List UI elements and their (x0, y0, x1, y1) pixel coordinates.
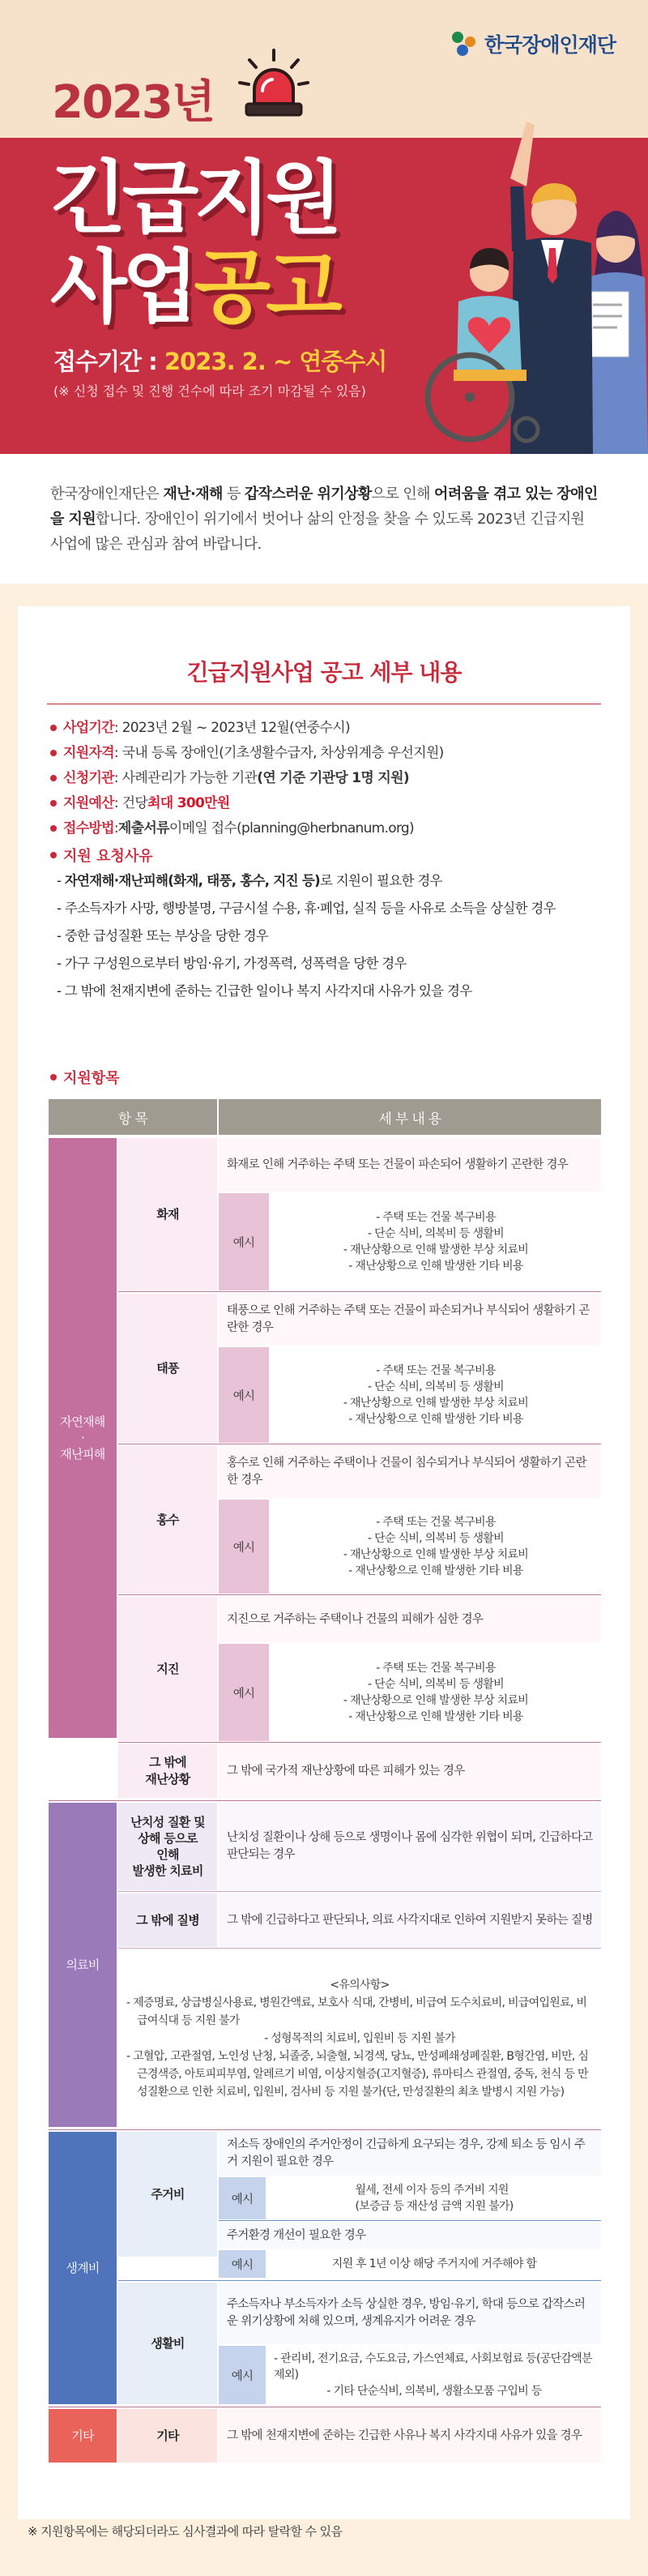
living-desc: 주소득자나 부소득자가 소득 상실한 경우, 방임·유기, 학대 등으로 갑작스러운 위기상황에 처해 있으며, 생계유지가 어려운 경우 (219, 2283, 601, 2344)
other-desc: 그 밖에 천재지변에 준하는 긴급한 사유나 복지 사각지대 사유가 있을 경우 (219, 2409, 601, 2463)
org-name: 한국장애인재단 (484, 33, 616, 57)
subitem-housing: 주거비 (118, 2132, 217, 2257)
items-heading: 지원항목 (50, 1067, 120, 1088)
medical-note: - 성형목적의 치료비, 입원비 등 지원 불가 (264, 2032, 455, 2045)
hero-banner (0, 0, 648, 454)
detail-card (18, 606, 630, 2519)
medical-note: - 제증명료, 상급병실사용료, 병원간액료, 보호사 식대, 간병비, 비급여 도수치료비, 비급여입원료, 비급여식대 등 지원 불가 (126, 1996, 587, 2027)
example-label: 예시 (219, 2177, 266, 2219)
example-label: 예시 (219, 2346, 266, 2404)
intro-section (0, 454, 648, 584)
reason-item: - 중한 급성질환 또는 부상을 당한 경우 (57, 928, 269, 944)
subitem-nature-other: 그 밖에 재난상황 (118, 1744, 217, 1798)
info-qualification: 지원자격 : 국내 등록 장애인(기초생활수급자, 차상위계층 우선지원) (50, 740, 601, 765)
bullet-dot-icon (50, 852, 57, 858)
hero-period (53, 344, 386, 377)
fire-desc: 화재로 인해 거주하는 주택 또는 건물이 파손되어 생활하기 곤란한 경우 (219, 1138, 601, 1192)
info-list (50, 715, 601, 841)
typhoon-desc: 태풍으로 인해 거주하는 주택 또는 건물이 파손되거나 부식되어 생활하기 곤란한 경우 (219, 1294, 601, 1346)
org-logo (450, 29, 616, 58)
subitem-med-other: 그 밖에 질병 (118, 1893, 217, 1947)
subitem-quake: 지진 (118, 1597, 217, 1741)
quake-desc: 지진으로 거주하는 주택이나 건물의 피해가 심한 경우 (219, 1597, 601, 1642)
hero-period-note: (※ 신청 접수 및 진행 건수에 따라 조기 마감될 수 있음) (53, 383, 366, 399)
typhoon-examples: - 주택 또는 건물 복구비용 - 단순 식비, 의복비 등 생활비 - 재난상황으로 인해 발생한 부상 치료비 - 재난상황으로 인해 발생한 기타 비용 (271, 1347, 601, 1443)
example-label: 예시 (219, 1347, 269, 1443)
bullet-dot-icon (50, 1074, 57, 1080)
medical-notes-title: <유의사항> (330, 1979, 390, 1992)
reasons-list (57, 871, 591, 1008)
siren-icon (235, 47, 313, 125)
info-method: 접수방법 : 제출서류 이메일 접수(planning@herbnanum.org) (50, 815, 601, 841)
bullet-dot-icon (50, 800, 57, 807)
housing-desc1: 저소득 장애인의 주거안정이 긴급하게 요구되는 경우, 강제 퇴소 등 임시 주거 지원이 필요한 경우 (219, 2132, 601, 2176)
nature-other-desc: 그 밖에 국가적 재난상황에 따른 피해가 있는 경우 (219, 1744, 601, 1798)
hero-year: 2023년 (52, 76, 214, 129)
reason-item: - 자연재해·재난피해(화재, 태풍, 홍수, 지진 등)로 지원이 필요한 경우 (57, 873, 442, 888)
category-other: 기타 (49, 2409, 117, 2463)
flood-examples: - 주택 또는 건물 복구비용 - 단순 식비, 의복비 등 생활비 - 재난상황으로 인해 발생한 부상 치료비 - 재난상황으로 인해 발생한 기타 비용 (271, 1500, 601, 1594)
table-header-item: 항 목 (49, 1099, 217, 1135)
medical-notes (118, 1950, 601, 2127)
bullet-dot-icon (50, 825, 57, 832)
med-sick-desc: 난치성 질환이나 상해 등으로 생명이나 몸에 심각한 위협이 되며, 긴급하다고 판단되는 경우 (219, 1803, 601, 1890)
category-nature: 자연재해 · 재난피해 (49, 1138, 117, 1738)
subitem-other: 기타 (118, 2409, 217, 2463)
hero-title-line1: 긴급지원 (50, 152, 338, 245)
example-label: 예시 (219, 1500, 269, 1594)
flood-desc: 홍수로 인해 거주하는 주택이나 건물이 침수되거나 부식되어 생활하기 곤란한 경우 (219, 1446, 601, 1498)
reasons-heading: 지원 요청사유 (50, 845, 153, 866)
bullet-dot-icon (50, 775, 57, 781)
subitem-living-expense: 생활비 (118, 2283, 217, 2404)
housing-desc2: 주거환경 개선이 필요한 경우 (219, 2223, 601, 2249)
info-budget: 지원예산 : 건당 최대 300만원 (50, 790, 601, 815)
subitem-med-sick: 난치성 질환 및 상해 등으로 인해 발생한 치료비 (118, 1803, 217, 1890)
example-label: 예시 (219, 2250, 266, 2278)
reason-item: - 주소득자가 사망, 행방불명, 구금시설 수용, 휴·폐업, 실직 등을 사유로 소득을 상실한 경우 (57, 901, 556, 916)
people-illustration (405, 89, 648, 454)
hero-title-line2 (50, 242, 338, 334)
hero-title-word-notice: 공고 (194, 242, 338, 334)
footnote: ※ 지원항목에는 해당되더라도 심사결과에 따라 탈락할 수 있음 (28, 2524, 343, 2539)
quake-examples: - 주택 또는 건물 복구비용 - 단순 식비, 의복비 등 생활비 - 재난상황으로 인해 발생한 부상 치료비 - 재난상황으로 인해 발생한 기타 비용 (271, 1644, 601, 1741)
support-items-table (49, 1099, 601, 2463)
bullet-dot-icon (50, 750, 57, 756)
med-other-desc: 그 밖에 긴급하다고 판단되나, 의료 사각지대로 인하여 지원받지 못하는 질병 (219, 1893, 601, 1947)
example-label: 예시 (219, 1193, 269, 1290)
housing-example1: 월세, 전세 이자 등의 주거비 지원 (보증금 등 재산성 금액 지원 불가) (267, 2177, 601, 2219)
intro-paragraph: 한국장애인재단은 재난·재해 등 갑작스러운 위기상황으로 인해 어려움을 겪고 있는 장애인을 지원합니다. 장애인이 위기에서 벗어나 삶의 안정을 찾을 수 있도록 2023년 긴급지원사업에 많은 관심과 참여 바랍니다. (50, 486, 598, 553)
hero-title-word-business: 사업 (50, 242, 194, 334)
org-logo-icon (450, 30, 478, 58)
example-label: 예시 (219, 1644, 269, 1741)
reason-item: - 그 밖에 천재지변에 준하는 긴급한 일이나 복지 사각지대 사유가 있을 경우 (57, 983, 472, 999)
hero-period-value: 2023. 2. ~ 연중수시 (164, 348, 387, 375)
table-header-detail: 세 부 내 용 (219, 1099, 601, 1135)
subitem-flood: 홍수 (118, 1446, 217, 1594)
info-institution: 신청기관 : 사례관리가 가능한 기관 (연 기준 기관당 1명 지원) (50, 765, 601, 790)
medical-note: - 고혈압, 고관절염, 노인성 난청, 뇌졸중, 뇌출혈, 뇌경색, 당뇨, 만성폐쇄성폐질환, B형간염, 비만, 심근경색증, 아토피피부염, 알레르기 비염, 이상지혈증(고지혈증), 류마티스 관절염, 중독, 천식 등 만성질환으로 인한 치료비, 입원비, 검사비 등 지원 불가(단, 만성질환의 최초 발병시 지원 가능) (126, 2050, 589, 2099)
housing-example2: 지원 후 1년 이상 해당 주거지에 거주해야 함 (267, 2250, 601, 2278)
living-examples: - 관리비, 전기요금, 수도요금, 가스연체료, 사회보험료 등(공단감액분 제외) - 기타 단순식비, 의복비, 생활소모품 구입비 등 (267, 2346, 601, 2404)
hero-period-label: 접수기간 : (53, 348, 164, 375)
category-living: 생계비 (49, 2132, 117, 2404)
subitem-fire: 화재 (118, 1138, 217, 1290)
reason-item: - 가구 구성원으로부터 방임·유기, 가정폭력, 성폭력을 당한 경우 (57, 956, 407, 971)
detail-title: 긴급지원사업 공고 세부 내용 (186, 659, 462, 686)
fire-examples: - 주택 또는 건물 복구비용 - 단순 식비, 의복비 등 생활비 - 재난상황으로 인해 발생한 부상 치료비 - 재난상황으로 인해 발생한 기타 비용 (271, 1193, 601, 1290)
category-medical: 의료비 (49, 1803, 117, 2127)
info-period: 사업기간 : 2023년 2월 ~ 2023년 12월(연중수시) (50, 715, 601, 740)
bullet-dot-icon (50, 725, 57, 731)
subitem-typhoon: 태풍 (118, 1294, 217, 1443)
